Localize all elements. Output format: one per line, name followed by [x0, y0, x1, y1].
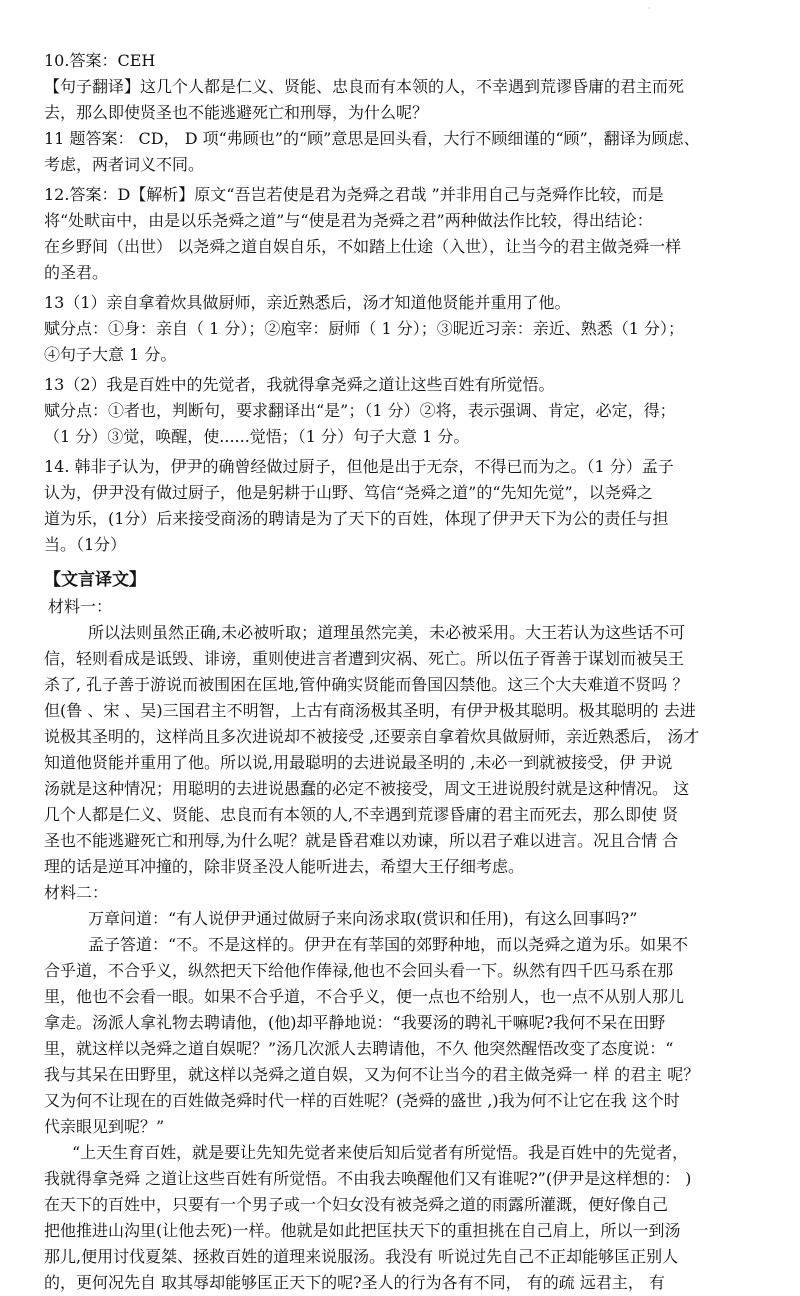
material-2-line: 合乎道，不合乎义，纵然把天下给他作俸禄,他也不会回头看一下。纵然有四千匹马系在那: [44, 961, 674, 980]
answer-12-line: 的圣君。: [44, 263, 109, 282]
answer-10-translation-line: 去，那么即使贤圣也不能逃避死亡和刑辱，为什么呢？: [44, 103, 429, 122]
material-1-line: 说极其圣明的，这样尚且多次进说却不被接受 ,还要亲自拿着炊具做厨师，亲近熟悉后， 汤才: [44, 727, 700, 746]
material-2-line: 拿走。汤派人拿礼物去聘请他，(他)却平静地说：“我要汤的聘礼干嘛呢?我何不呆在田野: [44, 1013, 666, 1032]
answer-11-line: 11 题答案： CD， D 项“弗顾也”的“顾”意思是回头看，大行不顾细谨的“顾”，翻译为顾虑、: [44, 129, 700, 148]
answer-14-line: 认为，伊尹没有做过厨子，他是躬耕于山野、笃信“尧舜之道”的“先知先觉”，以尧舜之: [44, 483, 653, 502]
material-1-label: 材料一：: [48, 597, 113, 616]
material-2-line: 我与其呆在田野里，就这样以尧舜之道自娱，又为何不让当今的君主做尧舜一 样 的君主 呢？: [44, 1065, 700, 1084]
answer-13-2-line: 赋分点：①者也，判断句，要求翻译出“是”；（1 分）②将，表示强调、肯定，必定，得；: [44, 401, 676, 420]
material-2-line: 万章问道：“有人说伊尹通过做厨子来向汤求取(赏识和任用)，有这么回事吗?”: [88, 909, 638, 928]
material-1-line: 理的话是逆耳冲撞的，除非贤圣没人能听进去，希望大王仔细考虑。: [44, 857, 525, 876]
material-2-line: 孟子答道：“不。不是这样的。伊尹在有莘国的郊野种地，而以尧舜之道为乐。如果不: [88, 935, 689, 954]
material-1-line: 几个人都是仁义、贤能、忠良而有本领的人,不幸遇到荒谬昏庸的君主而死去，那么即使 贤: [44, 805, 679, 824]
material-1-line: 但(鲁 、宋 、吴)三国君主不明智，上古有商汤极其圣明，有伊尹极其聪明。极其聪明的 去进: [44, 701, 696, 720]
answer-14-line: 当。（1分）: [44, 535, 127, 554]
answer-11-line: 考虑，两者词义不同。: [44, 155, 205, 174]
material-2-cont-line: 我就得拿尧舜 之道让这些百姓有所觉悟。不由我去唤醒他们又有谁呢?”(伊尹是这样想的： ): [44, 1169, 692, 1188]
material-2-cont-line: 在天下的百姓中，只要有一个男子或一个妇女没有被尧舜之道的雨露所灌溉，便好像自己: [44, 1195, 669, 1214]
material-2-cont-line: 那儿,便用讨伐夏桀、拯救百姓的道理来说服汤。我没有 听说过先自己不正却能够匡正别人: [44, 1247, 679, 1266]
answer-12-line: 在乡野间（出世） 以尧舜之道自娱自乐，不如踏上仕途（入世），让当今的君主做尧舜一样: [44, 237, 682, 256]
material-1-line: 所以法则虽然正确,未必被听取；道理虽然完美，未必被采用。大王若认为这些话不可: [88, 623, 686, 642]
material-1-line: 知道他贤能并重用了他。所以说,用最聪明的去进说最圣明的 ,未必一到就被接受，伊 尹说: [44, 753, 673, 772]
answer-10-translation-line: 【句子翻译】这几个人都是仁义、贤能、忠良而有本领的人，不幸遇到荒谬昏庸的君主而死: [44, 77, 685, 96]
answer-10: 10.答案：CEH: [44, 51, 156, 70]
answer-13-1-line: 赋分点：①身：亲自（ 1 分）；②庖宰：厨师（ 1 分）；③昵近习亲：亲近、熟悉（1 分）；: [44, 319, 684, 338]
material-1-line: 圣也不能逃避死亡和刑辱,为什么呢？就是昏君难以劝谏，所以君子难以进言。况且合情 合: [44, 831, 679, 850]
material-2-line: 又为何不让现在的百姓做尧舜时代一样的百姓呢？(尧舜的盛世 ,)我为何不让它在我 这个时: [44, 1091, 680, 1110]
answer-13-1-line: 13（1）亲自拿着炊具做厨师，亲近熟悉后，汤才知道他贤能并重用了他。: [44, 293, 571, 312]
answer-12-line: 12.答案：D【解析】原文“吾岂若使是君为尧舜之君哉 ”并非用自己与尧舜作比较，而是: [44, 185, 664, 204]
answer-12-line: 将“处畎亩中，由是以乐尧舜之道”与“使是君为尧舜之君”两种做法作比较，得出结论：: [44, 211, 653, 230]
material-2-label: 材料二：: [44, 883, 109, 902]
answer-14-line: 14. 韩非子认为，伊尹的确曾经做过厨子，但他是出于无奈，不得已而为之。（1 分）孟子: [44, 457, 674, 476]
answer-13-2-line: 13（2）我是百姓中的先觉者，我就得拿尧舜之道让这些百姓有所觉悟。: [44, 375, 555, 394]
material-1-line: 信，轻则看成是诋毁、诽谤，重则使进言者遭到灾祸、死亡。所以伍子胥善于谋划而被吴王: [44, 649, 685, 668]
material-1-line: 汤就是这种情况；用聪明的去进说愚蠢的必定不被接受，周文王进说殷纣就是这种情况。 这: [44, 779, 690, 798]
scan-dot: ·: [648, 4, 651, 13]
material-2-cont-line: 的，更何况先自 取其辱却能够匡正天下的呢?圣人的行为各有不同， 有的疏 远君主， 有: [44, 1273, 665, 1292]
material-2-cont-line: “上天生育百姓，就是要让先知先觉者来使后知后觉者有所觉悟。我是百姓中的先觉者，: [72, 1143, 689, 1162]
material-1-line: 杀了, 孔子善于游说而被围困在匡地,管仲确实贤能而鲁国囚禁他。这三个大夫难道不贤吗 ？: [44, 675, 689, 694]
answer-13-1-line: ④句子大意 1 分。: [44, 345, 177, 364]
material-2-line: 里，就这样以尧舜之道自娱呢？”汤几次派人去聘请他，不久 他突然醒悟改变了态度说：“: [44, 1039, 674, 1058]
translation-heading: 【文言译文】: [44, 570, 146, 590]
answer-14-line: 道为乐，(1分）后来接受商汤的聘请是为了天下的百姓，体现了伊尹天下为公的责任与担: [44, 509, 669, 528]
answer-13-2-line: （1 分）③觉，唤醒，使......觉悟；（1 分）句子大意 1 分。: [44, 427, 470, 446]
material-2-line: 代亲眼见到呢？”: [44, 1117, 165, 1136]
material-2-cont-line: 把他推进山沟里(让他去死)一样。他就是如此把匡扶天下的重担挑在自己肩上，所以一到汤: [44, 1221, 681, 1240]
material-2-line: 里，他也不会看一眼。如果不合乎道，不合乎义，便一点也不给别人，也一点不从别人那儿: [44, 987, 685, 1006]
